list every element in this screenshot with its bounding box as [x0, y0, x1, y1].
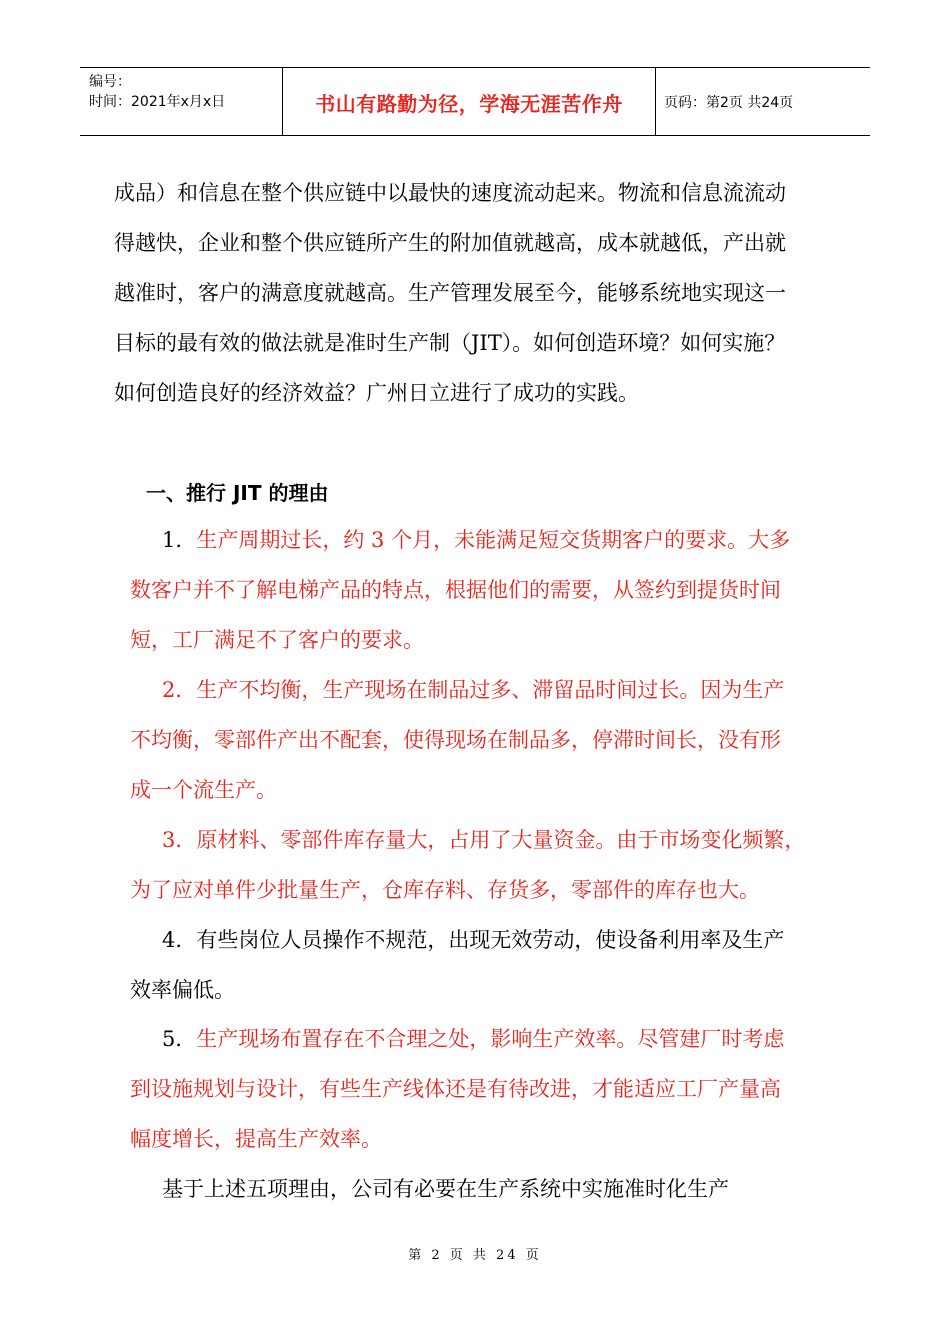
list-item-number: 4．: [162, 928, 197, 952]
list-item-text: 有些岗位人员操作不规范，出现无效劳动，使设备利用率及生产: [196, 928, 785, 952]
list-item-line: 幅度增长，提高生产效率。: [130, 1127, 382, 1151]
list-item-line: 效率偏低。: [130, 978, 235, 1002]
list-item-number: 5．: [162, 1027, 197, 1051]
header-motto: 书山有路勤为径，学海无涯苦作舟: [283, 68, 656, 135]
document-number-label: 编号：: [89, 74, 131, 90]
list-item-line: 数客户并不了解电梯产品的特点，根据他们的需要，从签约到提货时间: [130, 578, 781, 602]
page-footer: 第 2 页 共 24 页: [408, 1248, 542, 1263]
list-item-first-line: [162, 675, 784, 705]
list-item-line: 为了应对单件少批量生产，仓库存料、存货多，零部件的库存也大。: [130, 878, 760, 902]
header-meta-cell: [80, 68, 283, 135]
list-item-text: 生产不均衡，生产现场在制品过多、滞留品时间过长。因为生产: [196, 678, 785, 702]
list-item-text: 生产周期过长，约 3 个月，未能满足短交货期客户的要求。大多: [196, 528, 791, 552]
closing-line: 基于上述五项理由，公司有必要在生产系统中实施准时化生产: [162, 1177, 729, 1201]
list-item-first-line: [162, 825, 805, 855]
header-table: [80, 67, 870, 136]
list-item-first-line: [162, 525, 790, 555]
list-item-text: 原材料、零部件库存量大，占用了大量资金。由于市场变化频繁，: [196, 828, 806, 852]
list-item-text: 生产现场布置存在不合理之处，影响生产效率。尽管建厂时考虑: [196, 1027, 785, 1051]
list-item-number: 2．: [162, 678, 197, 702]
list-item-line: 短，工厂满足不了客户的要求。: [130, 628, 424, 652]
intro-line: 如何创造良好的经济效益？广州日立进行了成功的实践。: [114, 381, 639, 405]
section-heading: 一、推行 JIT 的理由: [146, 481, 329, 505]
intro-line: 越准时，客户的满意度就越高。生产管理发展至今，能够系统地实现这一: [114, 281, 786, 305]
list-item-number: 3．: [162, 828, 197, 852]
intro-line: 得越快，企业和整个供应链所产生的附加值就越高，成本就越低，产出就: [114, 231, 786, 255]
list-item-number: 1．: [162, 528, 197, 552]
list-item-line: 成一个流生产。: [130, 778, 277, 802]
intro-line: 成品）和信息在整个供应链中以最快的速度流动起来。物流和信息流流动: [114, 181, 786, 205]
list-item-first-line: [162, 925, 784, 955]
list-item-line: 不均衡，零部件产出不配套，使得现场在制品多，停滞时间长，没有形: [130, 728, 781, 752]
header-page-info: 页码：第2页 共24页: [664, 94, 794, 111]
document-time-label: 时间：2021年x月x日: [89, 94, 226, 110]
list-item-line: 到设施规划与设计，有些生产线体还是有待改进，才能适应工厂产量高: [130, 1077, 781, 1101]
list-item-first-line: [162, 1024, 784, 1054]
intro-line: 目标的最有效的做法就是准时生产制（JIT）。如何创造环境？如何实施？: [114, 331, 786, 355]
